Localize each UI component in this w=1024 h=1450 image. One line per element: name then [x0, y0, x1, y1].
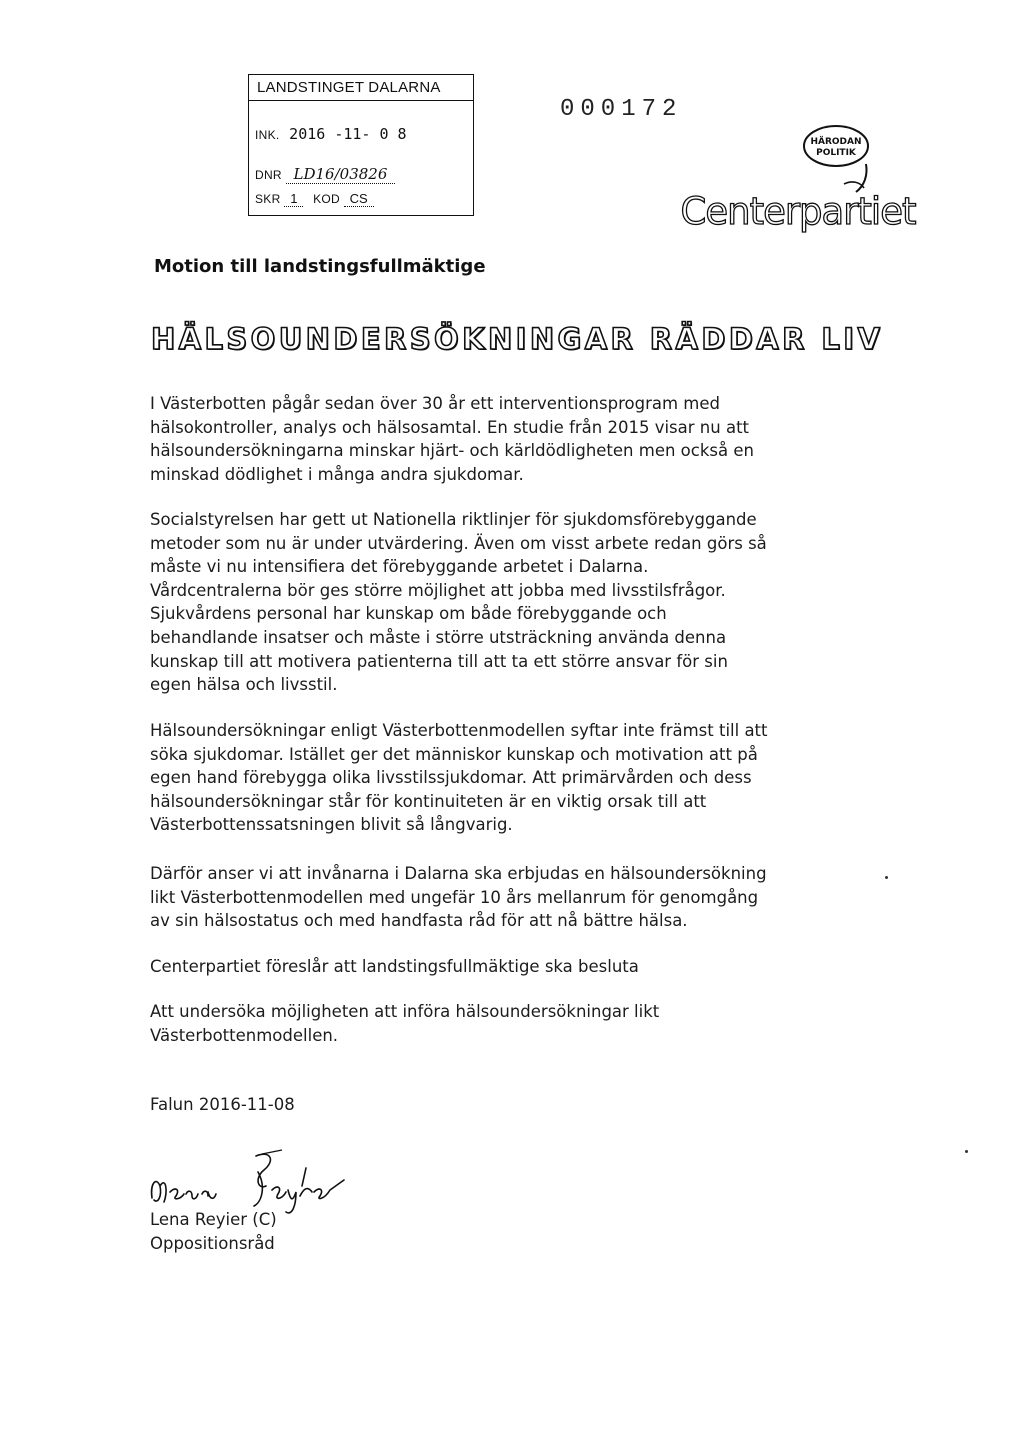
svg-text:POLITIK: POLITIK	[816, 148, 856, 158]
paragraph-line: likt Västerbottenmodellen med ungefär 10 års mellanrum för genomgång	[150, 887, 759, 907]
stamp-dnr-label: DNR	[255, 168, 282, 182]
svg-text:HÄRODAN: HÄRODAN	[810, 137, 862, 147]
paragraph-line: Centerpartiet föreslår att landstingsfullmäktige ska besluta	[150, 957, 639, 976]
paragraph-4	[150, 862, 767, 933]
signatory-block	[150, 1208, 277, 1255]
paragraph-line: hälsokontroller, analys och hälsosamtal. En studie från 2015 visar nu att	[150, 417, 750, 437]
paragraph-line: måste vi nu intensifiera det förebyggande arbetet i Dalarna.	[150, 557, 649, 577]
paragraph-5	[150, 955, 639, 979]
paragraph-line: Sjukvårdens personal har kunskap om både förebyggande och	[150, 604, 667, 624]
stamp-ink-label: INK.	[255, 128, 280, 142]
scan-speck	[965, 1150, 968, 1153]
stamp-ink-row	[255, 125, 407, 143]
paragraph-line: söka sjukdomar. Istället ger det människor kunskap och motivation att på	[150, 744, 758, 764]
paragraph-line: egen hand förebygga olika livsstilssjukdomar. Att primärvården och dess	[150, 768, 752, 788]
signatory-title: Oppositionsråd	[150, 1233, 275, 1253]
paragraph-line: I Västerbotten pågår sedan över 30 år ett interventionsprogram med	[150, 394, 720, 413]
stamp-kod-label: KOD	[313, 192, 340, 206]
paragraph-line: metoder som nu är under utvärdering. Även om visst arbete redan görs så	[150, 533, 767, 553]
paragraph-line: minskad dödlighet i många andra sjukdomar.	[150, 464, 524, 484]
paragraph-line: hälsoundersökningar står för kontinuiteten är en viktig orsak till att	[150, 791, 707, 811]
paragraph-line: egen hälsa och livsstil.	[150, 675, 338, 695]
place-date	[150, 1093, 295, 1117]
paragraph-2	[150, 508, 767, 697]
stamp-dnr-row	[255, 165, 395, 184]
paragraph-line: Västerbottenmodellen.	[150, 1025, 339, 1045]
scan-speck	[885, 876, 888, 879]
clover-leaf-icon	[680, 124, 916, 234]
paragraph-1	[150, 392, 754, 486]
paragraph-line: Hälsoundersökningar enligt Västerbottenmodellen syftar inte främst till att	[150, 721, 768, 740]
stamp-skr-label: SKR	[255, 192, 281, 206]
stamp-dnr-value: LD16/03826	[286, 165, 396, 184]
motion-label: Motion till landstingsfullmäktige	[154, 256, 486, 277]
place-date-text: Falun 2016-11-08	[150, 1095, 295, 1114]
paragraph-line: Socialstyrelsen har gett ut Nationella riktlinjer för sjukdomsförebyggande	[150, 510, 757, 529]
paragraph-line: Vårdcentralerna bör ges större möjlighet att jobba med livsstilsfrågor.	[150, 580, 726, 600]
stamp-ink-date: 2016 -11- 0 8	[289, 125, 407, 143]
paragraph-line: Västerbottenssatsningen blivit så långvarig.	[150, 815, 513, 835]
paragraph-line: kunskap till att motivera patienterna till att ta ett större ansvar för sin	[150, 651, 728, 671]
paragraph-3	[150, 719, 768, 837]
paragraph-line: Att undersöka möjligheten att införa hälsoundersökningar likt	[150, 1002, 660, 1021]
paragraph-line: hälsoundersökningarna minskar hjärt- och kärldödligheten men också en	[150, 441, 754, 461]
stamp-skr-row	[255, 191, 374, 207]
stamp-kod-value: CS	[344, 191, 374, 207]
svg-text:Centerpartiet: Centerpartiet	[680, 190, 916, 233]
stamp-skr-value: 1	[284, 191, 303, 207]
stamp-title: LANDSTINGET DALARNA	[249, 75, 473, 101]
centerpartiet-logo	[680, 124, 916, 234]
paragraph-line: Därför anser vi att invånarna i Dalarna ska erbjudas en hälsoundersökning	[150, 864, 767, 883]
paragraph-line: behandlande insatser och måste i större utsträckning använda denna	[150, 627, 727, 647]
document-number: 000172	[560, 96, 683, 123]
document-headline: HÄLSOUNDERSÖKNINGAR RÄDDAR LIV	[151, 322, 884, 356]
registration-stamp	[248, 74, 474, 216]
paragraph-line: av sin hälsostatus och med handfasta råd för att nå bättre hälsa.	[150, 911, 688, 931]
signatory-name: Lena Reyier (C)	[150, 1210, 277, 1229]
paragraph-6	[150, 1000, 659, 1047]
